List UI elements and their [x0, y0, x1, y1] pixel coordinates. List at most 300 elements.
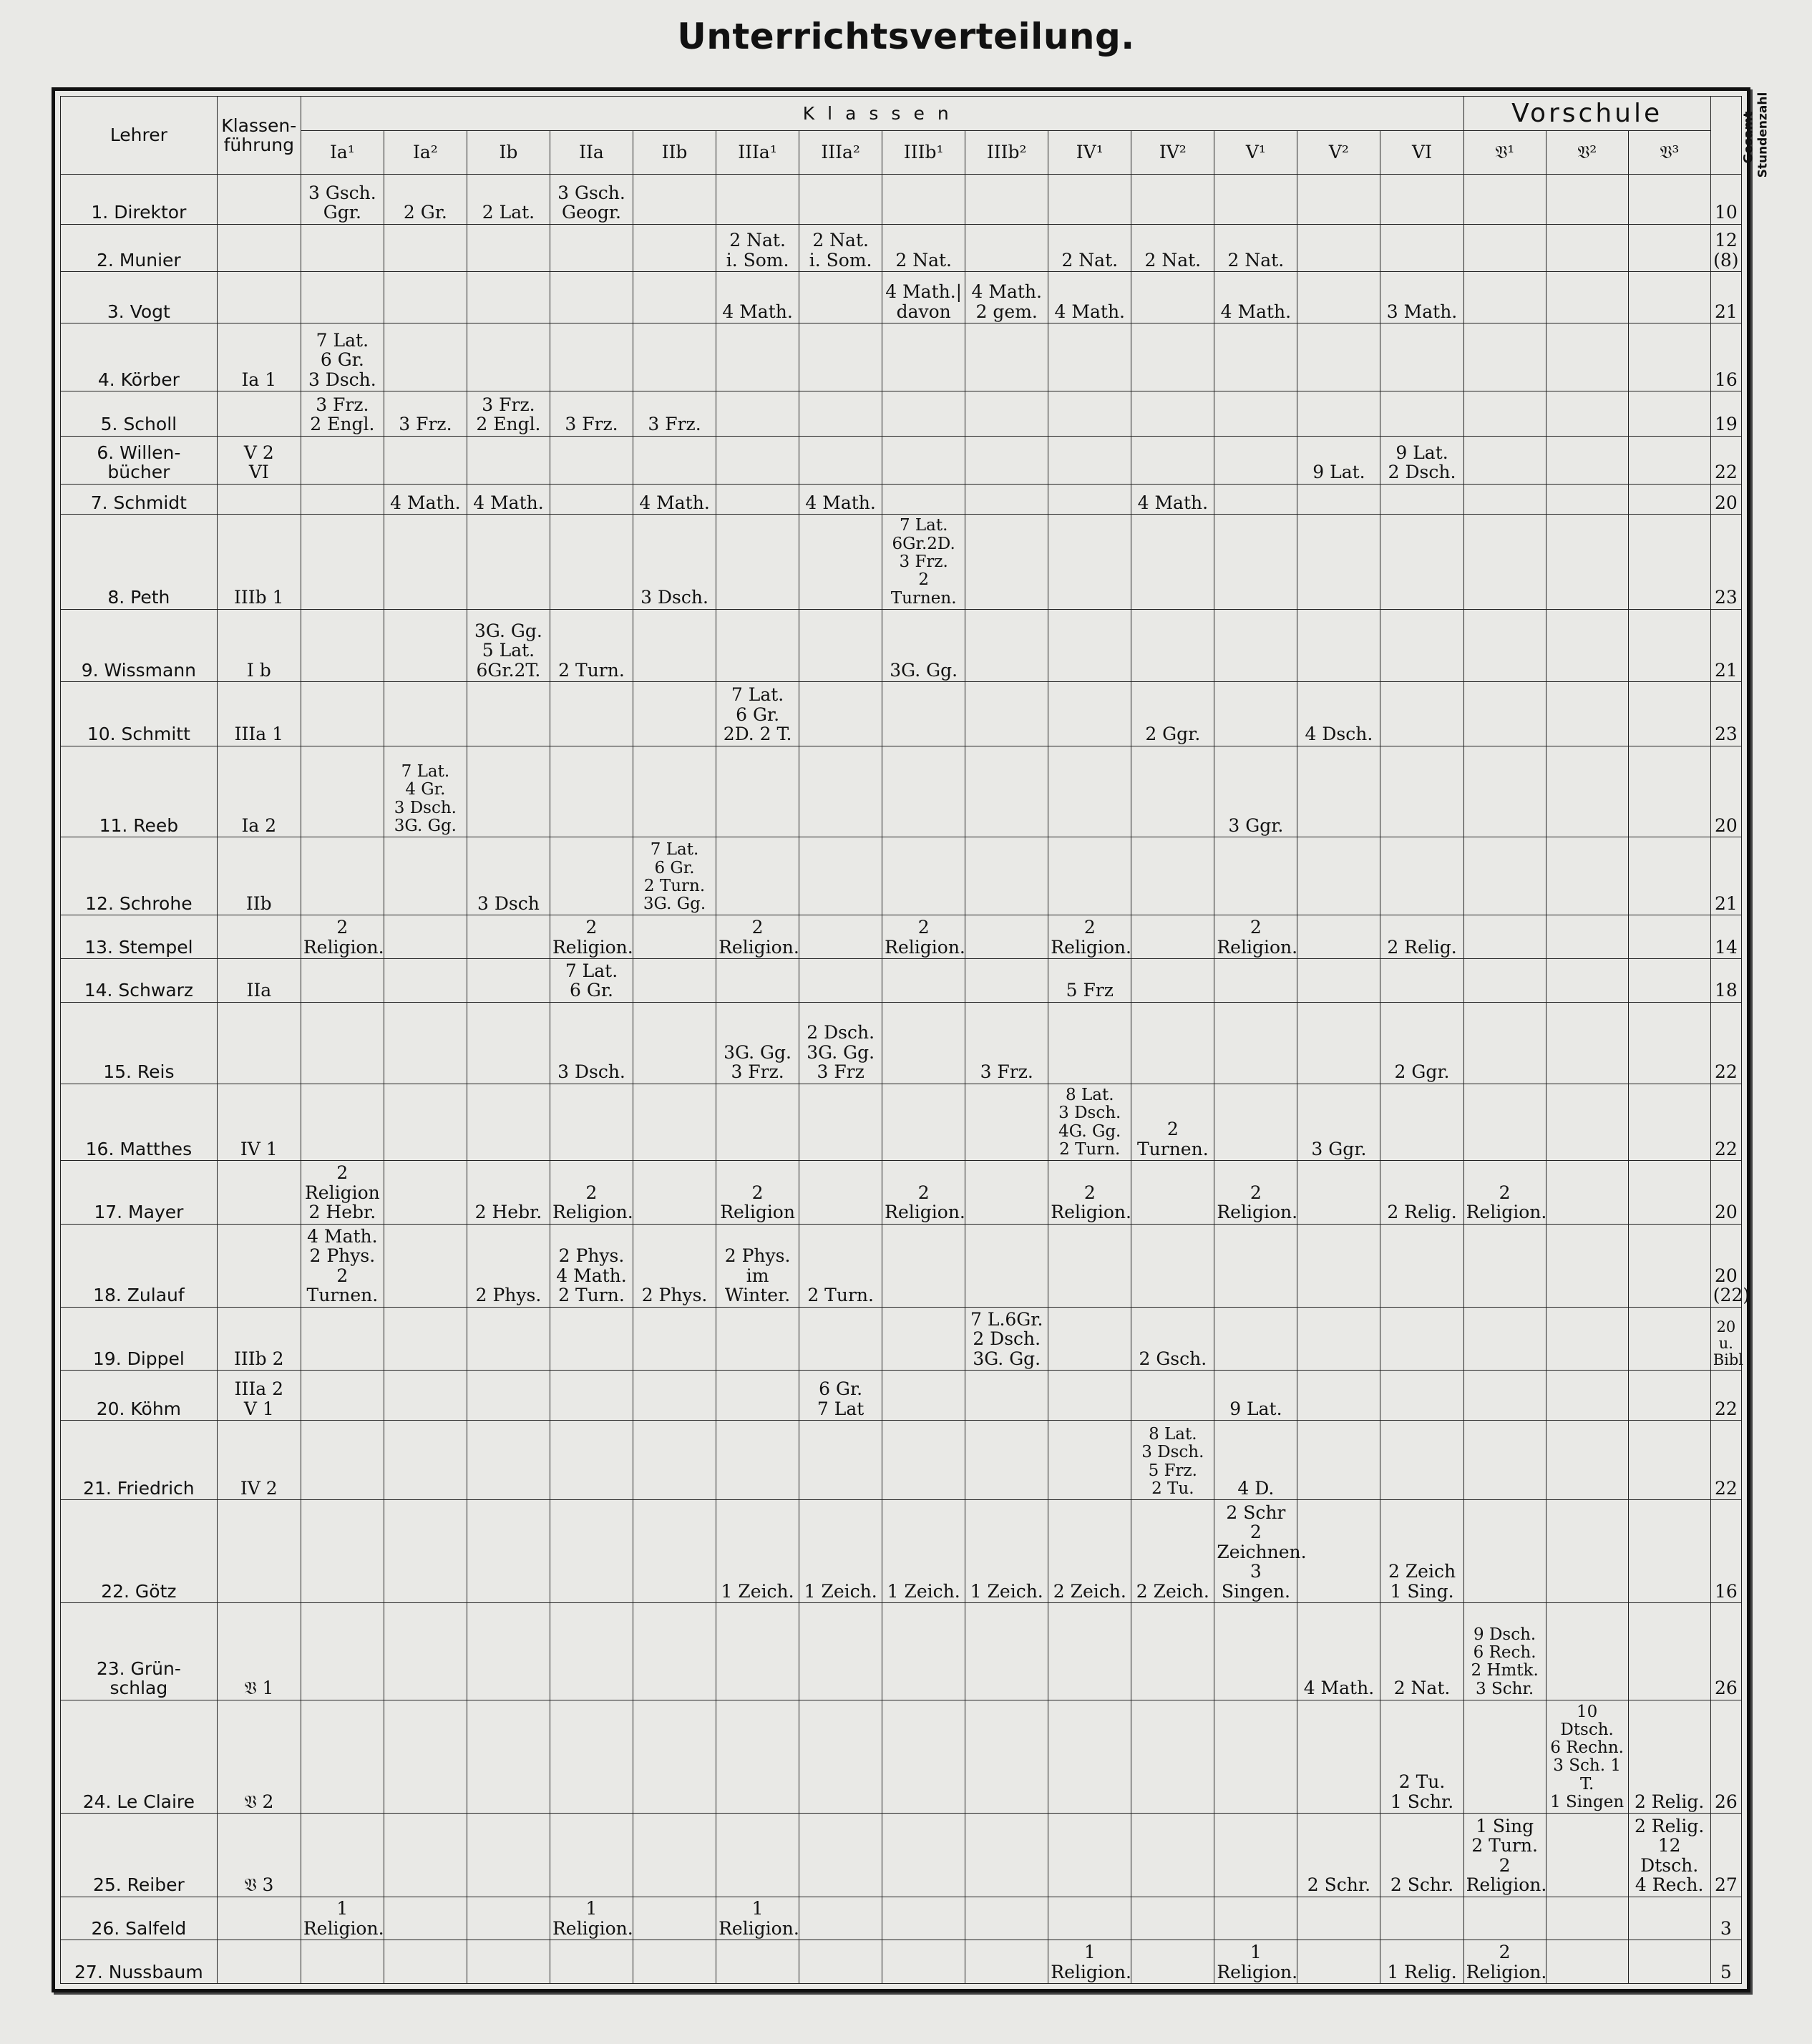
- klassenfuehrung-cell: [217, 1002, 301, 1084]
- lesson-cell: [1628, 609, 1710, 681]
- lesson-cell: 2 Religion.: [1463, 1940, 1546, 1984]
- lesson-cell: [799, 1700, 882, 1813]
- lesson-cell: [882, 746, 965, 837]
- lesson-cell: [384, 959, 467, 1003]
- lesson-cell: [633, 1161, 716, 1224]
- lesson-cell: [1380, 1224, 1463, 1307]
- lesson-cell: [1546, 515, 1628, 610]
- lesson-cell: [1297, 609, 1380, 681]
- lesson-cell: [1048, 609, 1131, 681]
- lesson-cell: [716, 175, 799, 225]
- lesson-cell: 1 Zeich.: [716, 1500, 799, 1603]
- teacher-name: 7. Schmidt: [61, 484, 218, 514]
- lesson-cell: 4 Math. 2 Phys. 2 Turnen.: [301, 1224, 384, 1307]
- total-hours-cell: 14: [1710, 915, 1741, 959]
- klassenfuehrung-cell: 𝔙 3: [217, 1814, 301, 1897]
- lesson-cell: [467, 1421, 550, 1500]
- table-row: [61, 609, 1742, 681]
- column-header: IIIb¹: [882, 131, 965, 175]
- teacher-name: 22. Götz: [61, 1500, 218, 1603]
- lesson-cell: [384, 1421, 467, 1500]
- teacher-name: 11. Reeb: [61, 746, 218, 837]
- lesson-cell: [965, 682, 1048, 746]
- lesson-cell: 2 Nat.: [1048, 224, 1131, 272]
- total-hours-cell: 22: [1710, 1421, 1741, 1500]
- lesson-cell: [550, 1700, 633, 1813]
- lesson-cell: 1 Zeich.: [882, 1500, 965, 1603]
- lesson-cell: [1546, 1307, 1628, 1370]
- lesson-cell: [1297, 746, 1380, 837]
- column-header: 𝔙¹: [1463, 131, 1546, 175]
- lesson-cell: [301, 484, 384, 514]
- lesson-cell: [882, 1603, 965, 1700]
- lesson-cell: 2 Religion.: [882, 1161, 965, 1224]
- lesson-cell: [1380, 224, 1463, 272]
- lesson-cell: 1 Relig.: [1380, 1940, 1463, 1984]
- lesson-cell: [301, 436, 384, 484]
- lesson-cell: [301, 1500, 384, 1603]
- column-header: IIIa¹: [716, 131, 799, 175]
- lesson-cell: 2 Religion.: [550, 1161, 633, 1224]
- lesson-cell: [301, 1603, 384, 1700]
- lesson-cell: 2 Schr.: [1297, 1814, 1380, 1897]
- lesson-cell: [1214, 323, 1297, 391]
- lesson-cell: [384, 224, 467, 272]
- table-row: [61, 1700, 1742, 1813]
- lesson-cell: [1297, 224, 1380, 272]
- table-row: [61, 175, 1742, 225]
- total-hours-cell: 16: [1710, 323, 1741, 391]
- lesson-cell: [799, 837, 882, 915]
- lesson-cell: [799, 1307, 882, 1370]
- lesson-cell: 8 Lat. 3 Dsch. 4G. Gg. 2 Turn.: [1048, 1084, 1131, 1160]
- lesson-cell: [1380, 515, 1463, 610]
- lesson-cell: [1048, 1307, 1131, 1370]
- lesson-cell: [1048, 1421, 1131, 1500]
- total-hours-cell: 12 (8): [1710, 224, 1741, 272]
- vorschule-header: Vorschule: [1463, 97, 1710, 131]
- klassenfuehrung-cell: [217, 391, 301, 437]
- lesson-cell: [1214, 837, 1297, 915]
- lesson-cell: [301, 1700, 384, 1813]
- total-hours-cell: 20 u. Bibl: [1710, 1307, 1741, 1370]
- lesson-cell: [1463, 323, 1546, 391]
- lesson-cell: [1048, 1603, 1131, 1700]
- lesson-cell: [1628, 1371, 1710, 1421]
- column-header: Ia²: [384, 131, 467, 175]
- klassenfuehrung-cell: IIa: [217, 959, 301, 1003]
- lesson-cell: 9 Lat. 2 Dsch.: [1380, 436, 1463, 484]
- lesson-cell: [633, 436, 716, 484]
- lesson-cell: [467, 1603, 550, 1700]
- lesson-cell: [1463, 224, 1546, 272]
- lesson-cell: [1048, 837, 1131, 915]
- lesson-cell: [633, 1814, 716, 1897]
- lesson-cell: [1546, 746, 1628, 837]
- table-row: [61, 1814, 1742, 1897]
- lesson-cell: [1131, 609, 1214, 681]
- lesson-cell: 2 Hebr.: [467, 1161, 550, 1224]
- lesson-cell: 2 Zeich.: [1048, 1500, 1131, 1603]
- klassen-header: Klassen: [301, 97, 1463, 131]
- lesson-cell: [1628, 1940, 1710, 1984]
- lesson-cell: 2 Religion.: [882, 915, 965, 959]
- column-header: Ia¹: [301, 131, 384, 175]
- lesson-cell: [550, 1371, 633, 1421]
- lesson-cell: [1297, 175, 1380, 225]
- table-row: [61, 959, 1742, 1003]
- table-row: [61, 1084, 1742, 1160]
- lesson-cell: [965, 1603, 1048, 1700]
- lesson-cell: [384, 1940, 467, 1984]
- klassenfuehrung-cell: I b: [217, 609, 301, 681]
- klassenfuehrung-cell: 𝔙 1: [217, 1603, 301, 1700]
- lesson-cell: 4 Math.: [1131, 484, 1214, 514]
- klassenfuehrung-cell: [217, 1940, 301, 1984]
- lesson-cell: [384, 1371, 467, 1421]
- lesson-cell: [301, 272, 384, 323]
- lesson-cell: [1463, 1002, 1546, 1084]
- lesson-cell: [384, 515, 467, 610]
- lesson-cell: [550, 484, 633, 514]
- lesson-cell: [1628, 746, 1710, 837]
- column-header: Ib: [467, 131, 550, 175]
- teacher-name: 24. Le Claire: [61, 1700, 218, 1813]
- lesson-cell: [1380, 323, 1463, 391]
- lesson-cell: [467, 272, 550, 323]
- lesson-cell: 4 Math.: [799, 484, 882, 514]
- lesson-cell: [1380, 1897, 1463, 1940]
- lesson-cell: [1297, 323, 1380, 391]
- lesson-cell: [550, 837, 633, 915]
- lesson-cell: [882, 1002, 965, 1084]
- lesson-cell: [1463, 915, 1546, 959]
- lesson-cell: [467, 1500, 550, 1603]
- lesson-cell: [1297, 837, 1380, 915]
- lesson-cell: [1628, 272, 1710, 323]
- table-row: [61, 1002, 1742, 1084]
- lesson-cell: [1214, 682, 1297, 746]
- lesson-cell: 4 Math.: [467, 484, 550, 514]
- lesson-cell: [301, 1084, 384, 1160]
- lesson-cell: [1463, 391, 1546, 437]
- teacher-name: 1. Direktor: [61, 175, 218, 225]
- lesson-cell: [965, 515, 1048, 610]
- lesson-cell: [965, 959, 1048, 1003]
- lesson-cell: 4 Math.: [1297, 1603, 1380, 1700]
- lesson-cell: [799, 1897, 882, 1940]
- lesson-cell: [384, 1002, 467, 1084]
- klassenfuehrung-cell: [217, 1897, 301, 1940]
- lesson-cell: [1463, 837, 1546, 915]
- lesson-cell: [1048, 484, 1131, 514]
- lesson-cell: 3 Frz.: [633, 391, 716, 437]
- lesson-cell: 2 Religion.: [1463, 1161, 1546, 1224]
- lesson-cell: [1214, 1002, 1297, 1084]
- total-hours-cell: 26: [1710, 1603, 1741, 1700]
- lesson-cell: 3 Ggr.: [1214, 746, 1297, 837]
- lesson-cell: [1048, 175, 1131, 225]
- lesson-cell: 1 Religion.: [1214, 1940, 1297, 1984]
- lesson-cell: 2 Phys. im Winter.: [716, 1224, 799, 1307]
- lesson-cell: [301, 1307, 384, 1370]
- teacher-name: 5. Scholl: [61, 391, 218, 437]
- total-hours-cell: 5: [1710, 1940, 1741, 1984]
- lesson-cell: [882, 1371, 965, 1421]
- lesson-cell: [384, 609, 467, 681]
- lesson-cell: [1131, 323, 1214, 391]
- lesson-cell: [633, 1421, 716, 1500]
- lesson-cell: [384, 323, 467, 391]
- lesson-cell: [1546, 1897, 1628, 1940]
- lesson-cell: [384, 1084, 467, 1160]
- column-header-row: [61, 131, 1742, 175]
- lesson-cell: [1628, 959, 1710, 1003]
- lesson-cell: [550, 224, 633, 272]
- lesson-cell: [965, 323, 1048, 391]
- lesson-cell: [1546, 1224, 1628, 1307]
- lesson-cell: [965, 1897, 1048, 1940]
- klassenfuehrung-cell: IIIb 1: [217, 515, 301, 610]
- column-header: IV²: [1131, 131, 1214, 175]
- column-header: IIa: [550, 131, 633, 175]
- lesson-cell: [1628, 436, 1710, 484]
- klassenfuehrung-cell: [217, 1161, 301, 1224]
- lesson-cell: [1380, 746, 1463, 837]
- lesson-cell: [1131, 175, 1214, 225]
- lesson-cell: 3 Frz.: [965, 1002, 1048, 1084]
- lesson-cell: [633, 1897, 716, 1940]
- column-header: IIIb²: [965, 131, 1048, 175]
- lesson-cell: [384, 682, 467, 746]
- lesson-cell: 2 Phys. 4 Math. 2 Turn.: [550, 1224, 633, 1307]
- lesson-cell: [1131, 915, 1214, 959]
- lesson-cell: [1463, 1371, 1546, 1421]
- lesson-cell: [550, 1814, 633, 1897]
- lesson-cell: [1628, 391, 1710, 437]
- lesson-cell: [716, 1084, 799, 1160]
- lesson-cell: 2 Religion.: [301, 915, 384, 959]
- total-hours-cell: 27: [1710, 1814, 1741, 1897]
- lesson-cell: 2 Nat.: [1214, 224, 1297, 272]
- column-header: V¹: [1214, 131, 1297, 175]
- column-header: V²: [1297, 131, 1380, 175]
- lesson-cell: 2 Schr 2 Zeichnen. 3 Singen.: [1214, 1500, 1297, 1603]
- lesson-cell: [1546, 609, 1628, 681]
- lesson-cell: [301, 224, 384, 272]
- lesson-cell: [1628, 1224, 1710, 1307]
- lesson-cell: [1048, 1371, 1131, 1421]
- lesson-cell: [384, 1603, 467, 1700]
- lesson-cell: 1 Religion.: [716, 1897, 799, 1940]
- lesson-cell: [799, 1603, 882, 1700]
- lesson-cell: [1628, 837, 1710, 915]
- lesson-cell: [384, 837, 467, 915]
- lesson-cell: 1 Sing 2 Turn. 2 Religion.: [1463, 1814, 1546, 1897]
- lesson-cell: 3 Gsch. Ggr.: [301, 175, 384, 225]
- lesson-cell: [550, 323, 633, 391]
- lesson-cell: 2 Schr.: [1380, 1814, 1463, 1897]
- lesson-cell: [384, 1161, 467, 1224]
- lesson-cell: [1297, 272, 1380, 323]
- total-hours-cell: 21: [1710, 837, 1741, 915]
- table-row: [61, 746, 1742, 837]
- lesson-cell: [716, 1814, 799, 1897]
- lesson-cell: 3G. Gg. 5 Lat. 6Gr.2T.: [467, 609, 550, 681]
- lesson-cell: [1380, 682, 1463, 746]
- lesson-cell: [882, 323, 965, 391]
- lesson-cell: [301, 1421, 384, 1500]
- lesson-cell: [1297, 1307, 1380, 1370]
- lesson-cell: 2 Turn.: [799, 1224, 882, 1307]
- lesson-cell: [1131, 1940, 1214, 1984]
- lesson-cell: [965, 1224, 1048, 1307]
- klassenfuehrung-header: Klassen- führung: [217, 97, 301, 175]
- lesson-cell: [301, 746, 384, 837]
- lesson-cell: [550, 1421, 633, 1500]
- lesson-cell: [1297, 391, 1380, 437]
- lesson-cell: [965, 436, 1048, 484]
- lesson-cell: [384, 1500, 467, 1603]
- lesson-cell: [799, 1084, 882, 1160]
- lesson-cell: [799, 175, 882, 225]
- lesson-cell: [1628, 515, 1710, 610]
- lesson-cell: [467, 323, 550, 391]
- lesson-cell: [384, 272, 467, 323]
- teacher-name: 20. Köhm: [61, 1371, 218, 1421]
- lesson-cell: [301, 959, 384, 1003]
- lesson-cell: 3 Frz.: [550, 391, 633, 437]
- lesson-cell: [1628, 1084, 1710, 1160]
- lesson-cell: [1546, 224, 1628, 272]
- lesson-cell: 3 Math.: [1380, 272, 1463, 323]
- lesson-cell: [882, 484, 965, 514]
- lesson-cell: [1546, 1002, 1628, 1084]
- lesson-cell: [799, 515, 882, 610]
- lesson-cell: [467, 1700, 550, 1813]
- lesson-cell: 2 Religion.: [550, 915, 633, 959]
- lesson-cell: [799, 323, 882, 391]
- lesson-cell: [1214, 609, 1297, 681]
- lesson-cell: [633, 959, 716, 1003]
- lesson-cell: [1380, 1084, 1463, 1160]
- lesson-cell: [1048, 436, 1131, 484]
- lesson-cell: [1214, 1084, 1297, 1160]
- lesson-cell: [1546, 959, 1628, 1003]
- lesson-cell: [716, 746, 799, 837]
- lesson-cell: [384, 1224, 467, 1307]
- lesson-cell: [633, 175, 716, 225]
- column-header: IIb: [633, 131, 716, 175]
- lesson-cell: 1 Religion.: [301, 1897, 384, 1940]
- teacher-name: 3. Vogt: [61, 272, 218, 323]
- lesson-cell: [1048, 1224, 1131, 1307]
- lesson-cell: [301, 1940, 384, 1984]
- lesson-cell: [633, 1307, 716, 1370]
- lesson-cell: [1380, 175, 1463, 225]
- lesson-cell: 2 Religion 2 Hebr.: [301, 1161, 384, 1224]
- lesson-cell: [633, 323, 716, 391]
- lesson-cell: [550, 1603, 633, 1700]
- lesson-cell: [467, 515, 550, 610]
- klassenfuehrung-cell: [217, 224, 301, 272]
- lesson-cell: [1628, 484, 1710, 514]
- lesson-cell: 2 Turnen.: [1131, 1084, 1214, 1160]
- klassenfuehrung-cell: IV 2: [217, 1421, 301, 1500]
- lesson-cell: [1048, 1700, 1131, 1813]
- total-hours-cell: 20: [1710, 1161, 1741, 1224]
- lesson-cell: [1214, 1603, 1297, 1700]
- lesson-cell: [1463, 1700, 1546, 1813]
- total-hours-cell: 22: [1710, 1084, 1741, 1160]
- lesson-cell: [1297, 1371, 1380, 1421]
- lesson-cell: [1546, 175, 1628, 225]
- lesson-cell: [467, 1002, 550, 1084]
- teacher-name: 10. Schmitt: [61, 682, 218, 746]
- lesson-cell: [1297, 1421, 1380, 1500]
- lesson-cell: [1214, 1700, 1297, 1813]
- distribution-table: [60, 92, 1770, 1984]
- lesson-cell: [1214, 436, 1297, 484]
- lesson-cell: [467, 436, 550, 484]
- lesson-cell: [1463, 484, 1546, 514]
- lesson-cell: [1380, 609, 1463, 681]
- lesson-cell: [882, 1307, 965, 1370]
- lesson-cell: [965, 224, 1048, 272]
- teacher-name: 26. Salfeld: [61, 1897, 218, 1940]
- lesson-cell: [1546, 436, 1628, 484]
- lesson-cell: 2 Phys.: [633, 1224, 716, 1307]
- table-row: [61, 1224, 1742, 1307]
- lesson-cell: [1048, 391, 1131, 437]
- lesson-cell: 2 Religion.: [1048, 915, 1131, 959]
- lesson-cell: [633, 1002, 716, 1084]
- teacher-name: 19. Dippel: [61, 1307, 218, 1370]
- klassenfuehrung-cell: IV 1: [217, 1084, 301, 1160]
- lesson-cell: [1546, 391, 1628, 437]
- column-header: 𝔙²: [1546, 131, 1628, 175]
- teacher-name: 14. Schwarz: [61, 959, 218, 1003]
- lesson-cell: [301, 1371, 384, 1421]
- table-row: [61, 515, 1742, 610]
- lesson-cell: [799, 682, 882, 746]
- lesson-cell: [882, 682, 965, 746]
- lesson-cell: 3 Frz. 2 Engl.: [467, 391, 550, 437]
- lesson-cell: [467, 1307, 550, 1370]
- lesson-cell: [1131, 1002, 1214, 1084]
- lesson-cell: [1463, 1897, 1546, 1940]
- lesson-cell: [799, 1940, 882, 1984]
- lesson-cell: 8 Lat. 3 Dsch. 5 Frz. 2 Tu.: [1131, 1421, 1214, 1500]
- lesson-cell: [1463, 515, 1546, 610]
- lesson-cell: 1 Religion.: [1048, 1940, 1131, 1984]
- lesson-cell: 2 Religion.: [1214, 915, 1297, 959]
- lesson-cell: [965, 1421, 1048, 1500]
- lesson-cell: [1463, 959, 1546, 1003]
- lesson-cell: [301, 682, 384, 746]
- lesson-cell: [716, 515, 799, 610]
- lesson-cell: [1546, 272, 1628, 323]
- gesamt-header: [1710, 92, 1770, 178]
- lesson-cell: [1214, 515, 1297, 610]
- lesson-cell: [1463, 1421, 1546, 1500]
- lesson-cell: [1297, 1700, 1380, 1813]
- lesson-cell: [1546, 323, 1628, 391]
- lesson-cell: [1463, 1307, 1546, 1370]
- lesson-cell: [633, 682, 716, 746]
- lesson-cell: [1546, 682, 1628, 746]
- lesson-cell: [1214, 1307, 1297, 1370]
